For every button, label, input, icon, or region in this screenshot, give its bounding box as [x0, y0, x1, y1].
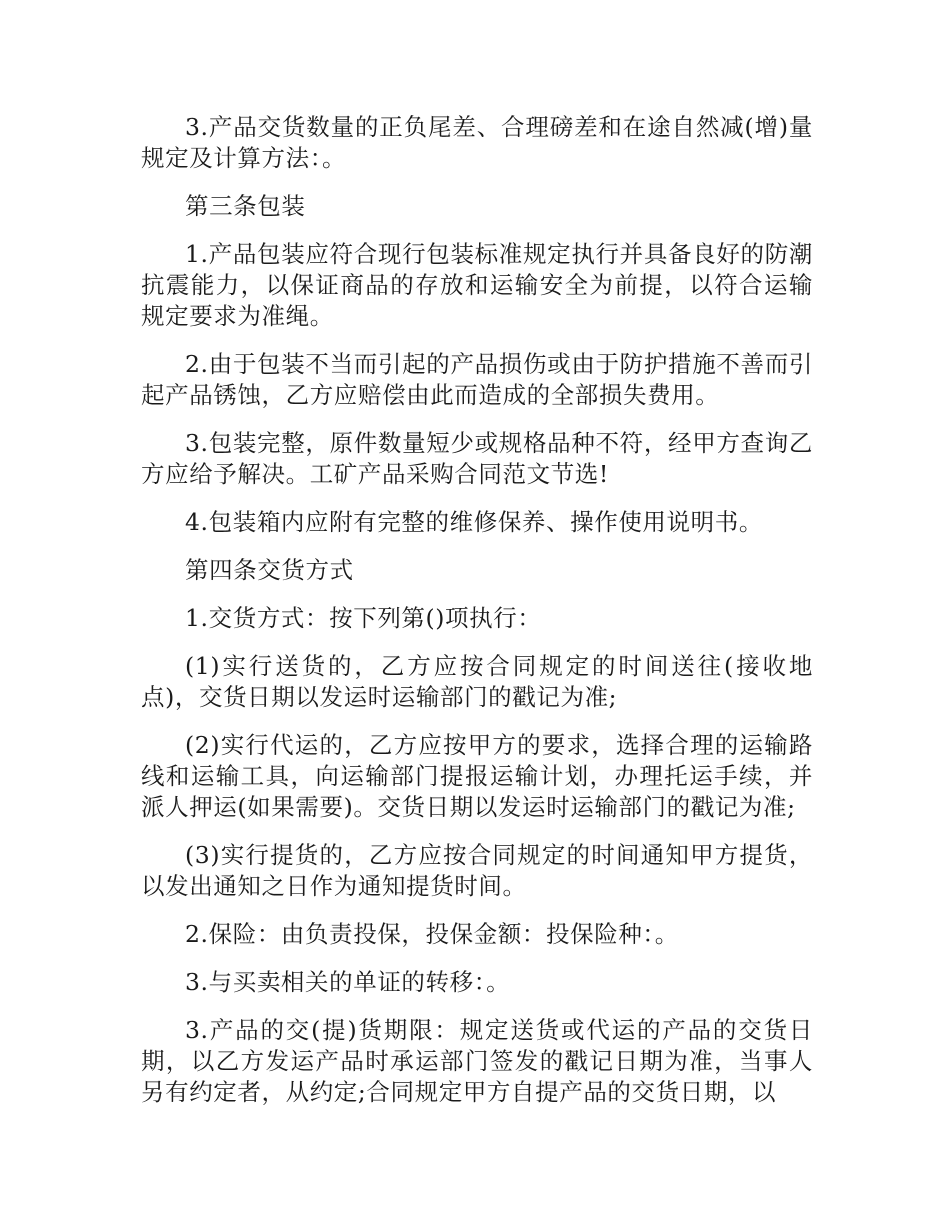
paragraph-delivery-by-seller: (1)实行送货的，乙方应按合同规定的时间送往(接收地点)，交货日期以发运时运输部门的戳记为准; — [141, 652, 813, 711]
paragraph-documents-transfer: 3.与买卖相关的单证的转移：。 — [185, 968, 511, 996]
document-body — [141, 112, 813, 1108]
paragraph-quantity-tolerance: 3.产品交货数量的正负尾差、合理磅差和在途自然减(增)量规定及计算方法：。 — [141, 113, 813, 172]
paragraph-packaging-integrity: 3.包装完整，原件数量短少或规格品种不符，经甲方查询乙方应给予解决。工矿产品采购合同范文节选! — [141, 429, 813, 488]
paragraph-packaging-damage: 2.由于包装不当而引起的产品损伤或由于防护措施不善而引起产品锈蚀，乙方应赔偿由此而造成的全部损失费用。 — [141, 350, 813, 409]
paragraph-delivery-deadline: 3.产品的交(提)货期限：规定送货或代运的产品的交货日期，以乙方发运产品时承运部门签发的戳记日期为准，当事人另有约定者，从约定;合同规定甲方自提产品的交货日期，以 — [141, 1016, 813, 1106]
paragraph-delivery-pickup: (3)实行提货的，乙方应按合同规定的时间通知甲方提货，以发出通知之日作为通知提货时间。 — [141, 841, 813, 900]
section-heading-delivery-method: 第四条交货方式 — [185, 556, 354, 584]
section-heading-packaging: 第三条包装 — [185, 192, 306, 220]
paragraph-delivery-by-carrier: (2)实行代运的，乙方应按甲方的要求，选择合理的运输路线和运输工具，向运输部门提报运输计划，办理托运手续，并派人押运(如果需要)。交货日期以发运时运输部门的戳记为准; — [141, 731, 813, 821]
paragraph-packaging-standard: 1.产品包装应符合现行包装标准规定执行并具备良好的防潮抗震能力，以保证商品的存放和运输安全为前提，以符合运输规定要求为准绳。 — [141, 240, 813, 330]
paragraph-delivery-option: 1.交货方式：按下列第()项执行： — [185, 604, 542, 632]
paragraph-insurance: 2.保险：由负责投保，投保金额：投保险种：。 — [185, 920, 679, 948]
paragraph-packaging-manual: 4.包装箱内应附有完整的维修保养、操作使用说明书。 — [185, 508, 763, 536]
